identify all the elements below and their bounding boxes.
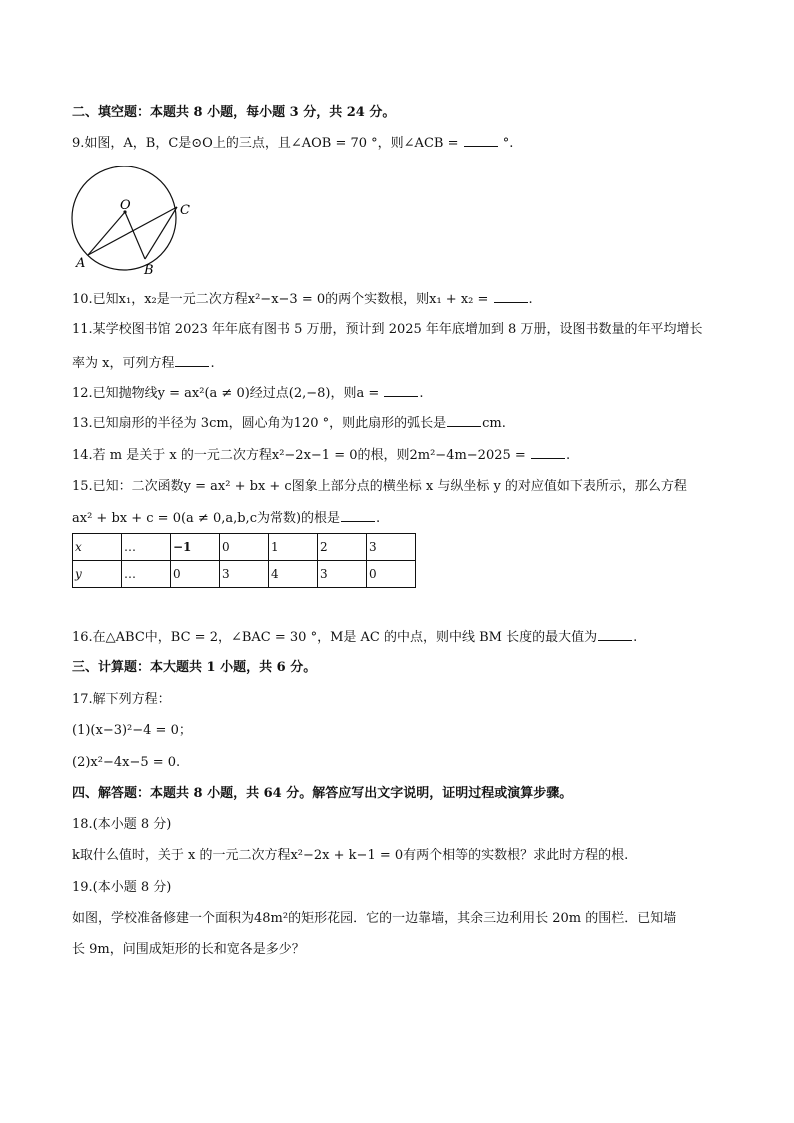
table-cell: −1 bbox=[171, 534, 220, 561]
question-17-title: 17.解下列方程： bbox=[72, 692, 171, 707]
question-15-line-1: 15.已知：二次函数y = ax² + bx + c图象上部分点的横坐标 x 与纵坐标 y 的对应值如下表所示，那么方程 bbox=[72, 479, 687, 494]
table-cell: 0 bbox=[171, 561, 220, 588]
question-9 bbox=[72, 134, 513, 153]
table-cell: 3 bbox=[367, 534, 416, 561]
table-cell: 1 bbox=[269, 534, 318, 561]
answer-blank bbox=[531, 446, 565, 459]
question-11-line-2 bbox=[72, 354, 215, 373]
answer-blank bbox=[384, 384, 418, 397]
question-10-suffix: . bbox=[528, 292, 533, 307]
answer-blank bbox=[598, 628, 632, 641]
question-12-text: 12.已知抛物线y = ax²(a ≠ 0)经过点(2,−8)，则a = bbox=[72, 386, 384, 401]
question-11-line-1: 11.某学校图书馆 2023 年年底有图书 5 万册，预计到 2025 年年底增加到 8 万册，设图书数量的年平均增长 bbox=[72, 322, 703, 337]
question-13-text: 13.已知扇形的半径为 3cm，圆心角为120 °，则此扇形的弧长是 bbox=[72, 416, 447, 431]
value-table bbox=[72, 533, 416, 588]
label-o: O bbox=[120, 198, 131, 213]
question-14-text: 14.若 m 是关于 x 的一元二次方程x²−2x−1 = 0的根，则2m²−4m−2025 = bbox=[72, 448, 530, 463]
question-18-body: k取什么值时，关于 x 的一元二次方程x²−2x + k−1 = 0有两个相等的实数根？求此时方程的根. bbox=[72, 848, 629, 863]
question-15-line-2 bbox=[72, 509, 380, 528]
question-16-text: 16.在△ABC中，BC = 2，∠BAC = 30 °，M是 AC 的中点，则中线 BM 长度的最大值为 bbox=[72, 630, 598, 645]
question-19-title: 19.(本小题 8 分) bbox=[72, 880, 172, 895]
question-17-part-2: (2)x²−4x−5 = 0. bbox=[72, 755, 181, 770]
table-header-x: x bbox=[73, 534, 122, 561]
circle-figure bbox=[66, 166, 206, 280]
question-13-suffix: cm. bbox=[482, 416, 506, 431]
label-a: A bbox=[76, 256, 86, 271]
table-cell: 4 bbox=[269, 561, 318, 588]
question-12 bbox=[72, 384, 424, 403]
section-2-heading: 二、填空题：本题共 8 小题，每小题 3 分，共 24 分。 bbox=[72, 105, 396, 120]
question-11-text: 率为 x，可列方程 bbox=[72, 356, 175, 371]
question-9-suffix: °. bbox=[498, 136, 514, 151]
table-cell: … bbox=[122, 534, 171, 561]
label-c: C bbox=[180, 203, 190, 218]
question-10 bbox=[72, 290, 533, 309]
table-row-x bbox=[73, 534, 416, 561]
answer-blank bbox=[341, 509, 375, 522]
question-9-text: 9.如图，A，B，C是⊙O上的三点，且∠AOB = 70 °，则∠ACB = bbox=[72, 136, 463, 151]
answer-blank bbox=[494, 290, 528, 303]
table-cell: 0 bbox=[367, 561, 416, 588]
table-header-y: y bbox=[73, 561, 122, 588]
circle-o bbox=[72, 166, 176, 270]
question-11-suffix: . bbox=[210, 356, 215, 371]
question-19-body-line-1: 如图，学校准备修建一个面积为48m²的矩形花园．它的一边靠墙，其余三边利用长 20m 的围栏．已知墙 bbox=[72, 911, 677, 926]
question-10-text: 10.已知x₁，x₂是一元二次方程x²−x−3 = 0的两个实数根，则x₁ + x₂ = bbox=[72, 292, 493, 307]
answer-blank bbox=[447, 414, 481, 427]
table-row-y bbox=[73, 561, 416, 588]
table-cell: … bbox=[122, 561, 171, 588]
question-17-part-1: (1)(x−3)²−4 = 0； bbox=[72, 723, 192, 738]
segment-ac bbox=[88, 207, 177, 255]
answer-blank bbox=[175, 354, 209, 367]
question-16 bbox=[72, 628, 637, 647]
table-cell: 2 bbox=[318, 534, 367, 561]
question-14 bbox=[72, 446, 570, 465]
answer-blank bbox=[464, 134, 498, 147]
question-14-suffix: . bbox=[565, 448, 571, 463]
question-16-suffix: . bbox=[633, 630, 638, 645]
segment-bc bbox=[145, 207, 177, 259]
question-13 bbox=[72, 414, 506, 433]
question-15-text: ax² + bx + c = 0(a ≠ 0,a,b,c为常数)的根是 bbox=[72, 511, 341, 526]
table-cell: 3 bbox=[220, 561, 269, 588]
segment-ao bbox=[88, 212, 125, 255]
question-12-suffix: . bbox=[419, 386, 424, 401]
segment-ob bbox=[125, 212, 145, 259]
label-b: B bbox=[144, 263, 154, 278]
question-15-suffix: . bbox=[376, 511, 381, 526]
question-18-title: 18.(本小题 8 分) bbox=[72, 817, 172, 832]
table-cell: 3 bbox=[318, 561, 367, 588]
section-4-heading: 四、解答题：本题共 8 小题，共 64 分。解答应写出文字说明，证明过程或演算步骤。 bbox=[72, 786, 573, 801]
table-cell: 0 bbox=[220, 534, 269, 561]
question-19-body-line-2: 长 9m，问围成矩形的长和宽各是多少？ bbox=[72, 942, 305, 957]
section-3-heading: 三、计算题：本大题共 1 小题，共 6 分。 bbox=[72, 660, 317, 675]
